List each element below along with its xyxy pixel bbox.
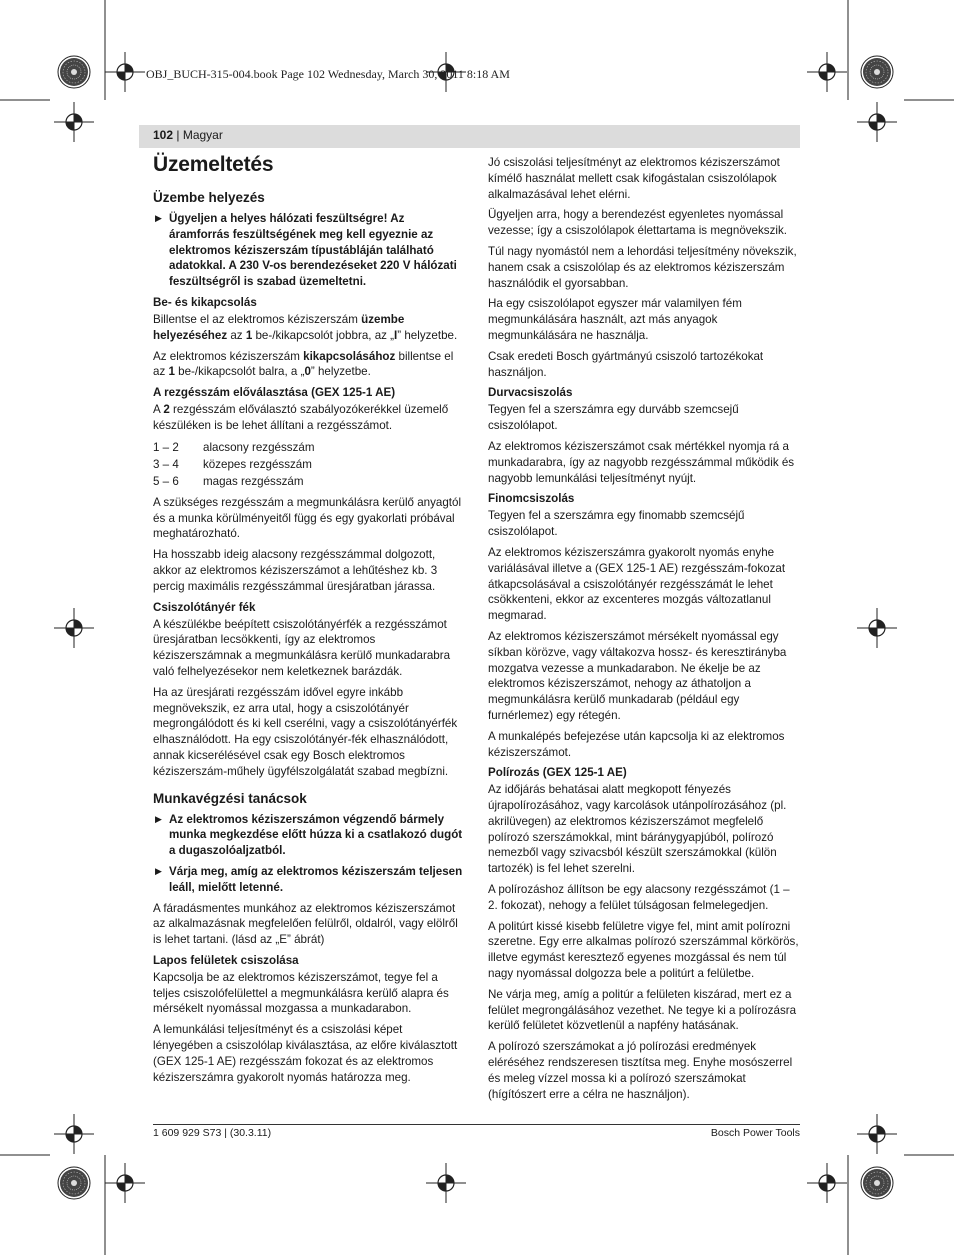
paragraph: A készülékbe beépített csiszolótányérfék a rezgésszámot üresjáratban lecsökkenti, így az elektromos kéziszerszámnak a megmunkálásra kerülő munkadarabra való felhelyezésekor nem keletkeznek barázdák. <box>153 617 451 678</box>
section-heading: Munkavégzési tanácsok <box>153 790 307 806</box>
subsection-heading: Durvacsiszolás <box>488 386 573 400</box>
rate-row: 5 – 6 magas rezgésszám <box>153 474 304 488</box>
warning-bullet <box>153 812 465 859</box>
page-language: Magyar <box>182 128 223 142</box>
paragraph: Kapcsolja be az elektromos kéziszerszámot, tegye fel a teljes csiszolófelülettel a megmunkálásra kerülő alapra és mérsékelt nyomással mozgassa a munkadarabon. <box>153 970 449 1016</box>
paragraph: Ha az üresjárati rezgésszám idővel egyre inkább megnövekszik, ez arra utal, hogy a csiszolótányér megrongálódott és ki kell cserélni, vagy a csiszolótányérfék elhasználódott. Ha egy csiszolótányér-fék elhasználódott, annak kicserélésével csak egy Bosch elektromos kéziszerszám-műhely ügyfélszolgálatát szabad megbízni. <box>153 685 458 778</box>
page-title: Üzemeltetés <box>153 153 274 176</box>
triangle-bullet-icon: ▶ <box>155 213 162 223</box>
section-heading: Üzembe helyezés <box>153 190 265 205</box>
paragraph: Ha hosszabb ideig alacsony rezgésszámmal dolgozott, akkor az elektromos kéziszerszámot a lehűtéshez kb. 3 percig maximális rezgésszámmal üresjáratban járassa. <box>153 548 438 593</box>
paragraph: A fáradásmentes munkához az elektromos kéziszerszámot az alkalmazásnak megfelelően felülről, oldalról, vagy elölről is lehet tartani. (lásd az „E” ábrát) <box>153 901 458 947</box>
page-number: 102 <box>153 128 174 142</box>
paragraph: Ha egy csiszolólapot egyszer már valamilyen fém megmunkálására használt, azt más anyagok megmunkálására ne használja. <box>488 297 742 342</box>
paragraph: A polírozó szerszámokat a jó polírozási eredmények eléréséhez rendszeresen tisztítsa meg. Enyhe mosószerrel és meleg vízzel mossa ki a polírozó szerszámokat (hígítószert erre a célra ne használjon). <box>488 1040 793 1101</box>
paragraph: A munkalépés befejezése után kapcsolja ki az elektromos kéziszerszámot. <box>488 729 785 759</box>
paragraph: A politúrt kissé kisebb felületre vigye fel, mint amit polírozni szeretne. Egy erre alkalmas polírozó szerszámmal körkörös, illetve egymást keresztező egyenes mozgással és nem túl nagy nyomással dolgozza bele a politúrt a felületbe. <box>488 919 799 981</box>
subsection-heading: Csiszolótányér fék <box>153 600 256 614</box>
paragraph: Tegyen fel a szerszámra egy durvább szemcsejű csiszolólapot. <box>488 403 739 433</box>
paragraph: Jó csiszolási teljesítményt az elektromos kéziszerszámot kímélő használat mellett csak kifogástalan csiszolólapok alkalmazásával lehet elérni. <box>488 156 780 201</box>
triangle-bullet-icon: ▶ <box>155 865 162 876</box>
warning-bullet <box>153 864 465 896</box>
bullet-text: Az elektromos kéziszerszámon végzendő bármely munka megkezdése előtt húzza ki a csatlakozó dugót a dugaszolóaljzatból. <box>169 812 463 858</box>
warning-bullet <box>153 211 465 290</box>
rate-row: 1 – 2 alacsony rezgésszám <box>153 440 315 454</box>
paragraph: A polírozáshoz állítson be egy alacsony rezgésszámot (1 – 2. fokozat), nehogy a felület túlságosan felmelegedjen. <box>488 883 790 912</box>
footer-rule <box>153 1124 800 1125</box>
paragraph: Az elektromos kéziszerszámra gyakorolt nyomás enyhe variálásával illetve a (GEX 125-1 AE) rezgésszám-fokozat átkapcsolásával a csiszolótányér rezgésszámát le lehet csökkenteni, ekkor az excenteres mozgás változatlanul megmarad. <box>488 545 786 623</box>
subsection-heading: A rezgésszám előválasztása (GEX 125-1 AE) <box>153 386 396 400</box>
paragraph: Tegyen fel a szerszámra egy finomabb szemcséjű csiszolólapot. <box>488 509 745 539</box>
rate-list <box>153 439 465 490</box>
triangle-bullet-icon: ▶ <box>155 813 162 824</box>
paragraph: Ügyeljen arra, hogy a berendezést egyenletes nyomással vezesse; így a csiszolólapok élettartama is megnövekszik. <box>488 208 787 238</box>
right-column <box>488 155 800 1107</box>
paragraph: A 2 rezgésszám előválasztó szabályozókerékkel üzemelő készüléken is be lehet állítani a rezgésszámot. <box>153 403 449 432</box>
bullet-text: Várja meg, amíg az elektromos kéziszerszám teljesen leáll, mielőtt letenné. <box>169 864 463 894</box>
footer-brand: Bosch Power Tools <box>710 1127 800 1139</box>
paragraph: Az elektromos kéziszerszámot mérsékelt nyomással egy síkban körözve, vagy váltakozva hossz- és keresztirányba mozgatva vezesse a munkadarabon. Ne ékelje be az elektromos kéziszerszámot, nehogy az áthatoljon a megmunkálásra kerülő munkadarab (például egy furnérlemez) egy rétegén. <box>488 629 787 722</box>
bullet-text: Ügyeljen a helyes hálózati feszültségre! Az áramforrás feszültségének meg kell egyeznie az elektromos kéziszerszám típustábláján található adatokkal. A 230 V-os berendezéseket 220 V hálózati feszültségről is szabad üzemeltetni. <box>169 212 457 289</box>
left-column <box>153 150 465 1090</box>
rate-row: 3 – 4 közepes rezgésszám <box>153 457 312 471</box>
paragraph: Csak eredeti Bosch gyártmányú csiszoló tartozékokat használjon. <box>488 349 764 379</box>
subsection-heading: Finomcsiszolás <box>488 492 575 506</box>
page-header-bar <box>139 125 800 148</box>
page-header <box>153 128 223 142</box>
paragraph: Túl nagy nyomástól nem a lehordási teljesítmény növekszik, hanem csak a csiszolólap és az elektromos kéziszerszám használódik el gyorsabban. <box>488 244 797 290</box>
paragraph: A szükséges rezgésszám a megmunkálásra kerülő anyagtól és a munka körülményeitől függ és egy gyakorlati próbával meghatározható. <box>153 495 462 541</box>
footer-doc-number: 1 609 929 S73 | (30.3.11) <box>153 1127 272 1139</box>
file-header: OBJ_BUCH-315-004.book Page 102 Wednesday, March 30, 2011 8:18 AM <box>146 67 510 81</box>
paragraph: A lemunkálási teljesítményt és a csiszolási képet lényegében a csiszolólap kiválasztása, az előre kiválasztott (GEX 125-1 AE) rezgésszám fokozat és az elektromos kéziszerszámra gyakorolt nyomás határozza meg. <box>153 1023 458 1084</box>
paragraph: Az elektromos kéziszerszámot csak mértékkel nyomja rá a munkadarabra, így az nagyobb rezgésszámmal működik és nagyobb lemunkálási teljesítményt nyújt. <box>488 439 795 485</box>
subsection-heading: Lapos felületek csiszolása <box>153 953 299 967</box>
paragraph: Az elektromos kéziszerszám kikapcsolásához billentse el az 1 be-/kikapcsolót balra, a „0” helyzetbe. <box>153 349 454 379</box>
subsection-heading: Be- és kikapcsolás <box>153 295 257 309</box>
paragraph: Ne várja meg, amíg a politúr a felületen kiszárad, mert ez a felület megrongálásához vezethet. Ne tegye ki a polírozásra kerülő felületet közvetlenül a napfény hatásának. <box>488 987 797 1033</box>
subsection-heading: Polírozás (GEX 125-1 AE) <box>488 766 627 780</box>
paragraph: Billentse el az elektromos kéziszerszám üzembe helyezéséhez az 1 be-/kikapcsolót jobbra, az „I” helyzetbe. <box>153 312 458 342</box>
paragraph: Az időjárás behatásai alatt megkopott fényezés újrapolírozásához, vagy karcolások utánpolírozásához (pl. akrilüvegen) az elektromos kéziszerszámot megfelelő polírozó szerszámokkal, mint báránygyapjúból, polírozó nemezből vagy szivacsból készült szerszámokkal (külön tartozék) is fel lehet szerelni. <box>488 783 787 876</box>
page-separator: | <box>173 128 183 142</box>
